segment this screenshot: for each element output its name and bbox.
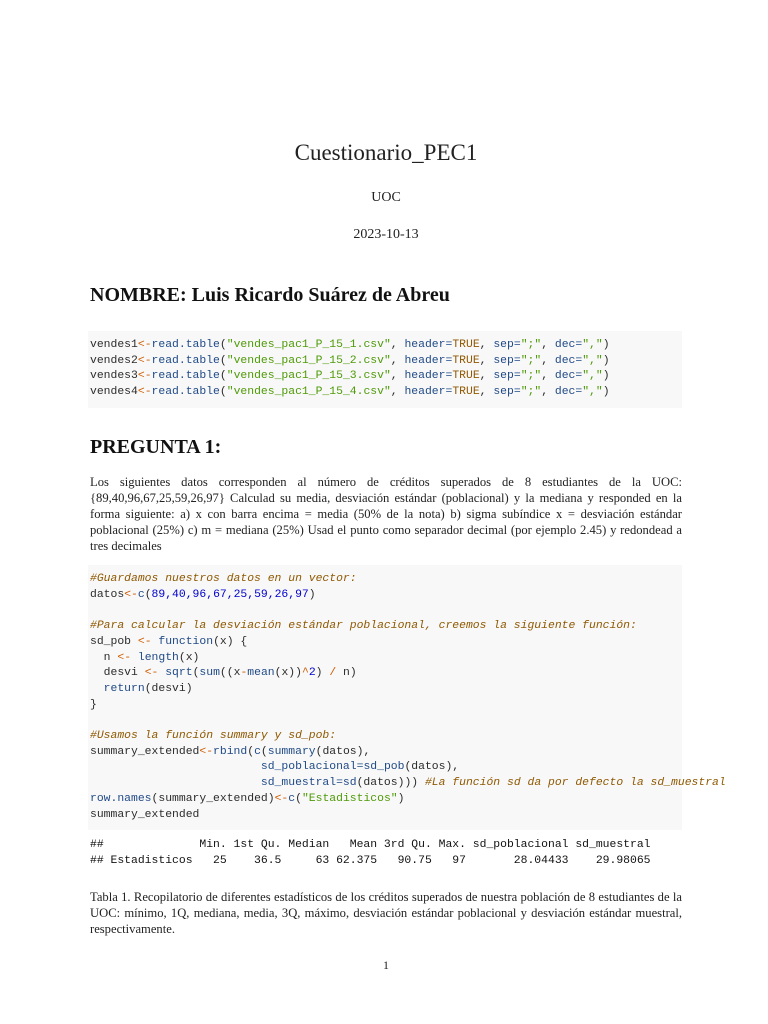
code-line: sd_muestral=sd(datos))) #La función sd da por defecto la sd_muestral xyxy=(260,777,726,790)
code-line: row.names(summary_extended)<-c("Estadisticos") xyxy=(90,792,405,805)
code-line: vendes4<-read.table("vendes_pac1_P_15_4.csv", header=TRUE, sep=";", dec=",") xyxy=(90,386,610,399)
code-line: desvi <- sqrt(sum((x-mean(x))^2) / n) xyxy=(103,667,357,680)
table-caption: Tabla 1. Recopilatorio de diferentes estadísticos de los créditos superados de nuestra población de 8 estudiantes de la UOC: mínimo, 1Q, mediana, media, 3Q, máximo, desviación estándar poblacional y desviación estándar muestral, respectivamente. xyxy=(90,890,682,936)
code-line: #Usamos la función summary y sd_pob: xyxy=(90,730,337,743)
code-line: sd_poblacional=sd_pob(datos), xyxy=(260,761,460,774)
code-line: summary_extended xyxy=(90,808,200,821)
document-author: UOC xyxy=(371,190,401,205)
code-line: n <- length(x) xyxy=(103,651,200,664)
code-line: sd_pob <- function(x) { xyxy=(90,635,248,648)
output-header: ## Min. 1st Qu. Median Mean 3rd Qu. Max. sd_poblacional sd_muestral xyxy=(90,839,651,851)
code-line: vendes1<-read.table("vendes_pac1_P_15_1.csv", header=TRUE, sep=";", dec=",") xyxy=(90,339,610,351)
page-number: 1 xyxy=(383,958,389,972)
code-line xyxy=(90,603,682,619)
code-block-statistics xyxy=(88,565,726,830)
document-date: 2023-10-13 xyxy=(353,227,419,242)
code-line xyxy=(90,713,682,729)
code-line: summary_extended<-rbind(c(summary(datos), xyxy=(90,745,371,758)
code-line: } xyxy=(90,698,97,711)
code-line: vendes3<-read.table("vendes_pac1_P_15_3.csv", header=TRUE, sep=";", dec=",") xyxy=(90,370,610,383)
pregunta-1-heading: PREGUNTA 1: xyxy=(90,436,222,458)
code-block-read-table xyxy=(88,331,682,408)
code-line: #Guardamos nuestros datos en un vector: xyxy=(90,573,357,585)
output-row: ## Estadisticos 25 36.5 63 62.375 90.75 97 28.04433 29.98065 xyxy=(90,855,651,867)
document-title: Cuestionario_PEC1 xyxy=(294,140,478,165)
name-heading: NOMBRE: Luis Ricardo Suárez de Abreu xyxy=(90,284,450,306)
code-line: datos<-c(89,40,96,67,25,59,26,97) xyxy=(90,588,316,601)
code-line: #Para calcular la desviación estándar poblacional, creemos la siguiente función: xyxy=(90,620,637,633)
code-line: vendes2<-read.table("vendes_pac1_P_15_2.csv", header=TRUE, sep=";", dec=",") xyxy=(90,354,610,367)
pregunta-1-statement: Los siguientes datos corresponden al número de créditos superados de 8 estudiantes de la UOC: {89,40,96,67,25,59,26,97} Calculad su media, desviación estándar (poblacional) y la mediana y responded en la forma siguiente: a) x con barra encima = media (50% de la nota) b) sigma subíndice x = desviación estándar poblacional (25%) c) m = mediana (25%) Usad el punto como separador decimal (por ejemplo 2.45) y redondead a tres decimales xyxy=(90,475,682,553)
code-line: return(desvi) xyxy=(103,682,193,695)
